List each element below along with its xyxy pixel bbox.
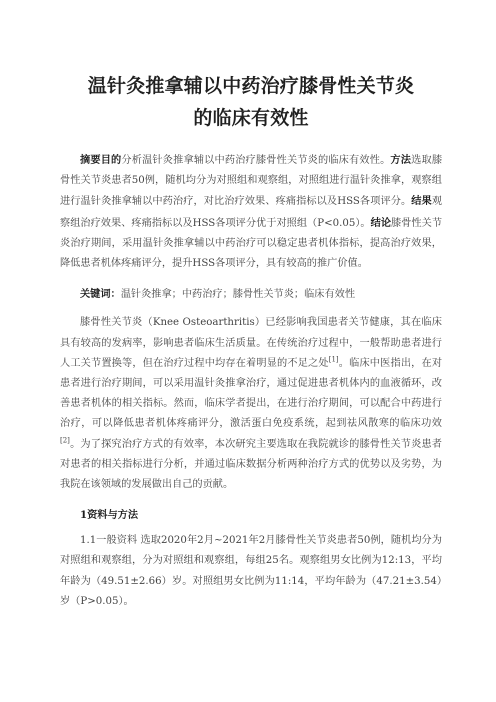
abstract-label: 摘要目的 xyxy=(80,154,122,166)
title-line-2: 的临床有效性 xyxy=(193,107,309,129)
method-label: 方法 xyxy=(390,154,412,166)
intro-text-b: 。临床中医指出，在对患者进行治疗期间，可以采用温针灸推拿治疗，通过促进患者机体内的血液循环，改善患者机体的相关指标。然而，临床学者提出，在进行治疗期间，可以配合中药进行治疗，可以降低患者机体疼痛评分，激活蛋白免疫系统，起到祛风散寒的临床功效 xyxy=(60,357,443,430)
conclusion-label: 结论 xyxy=(370,216,392,229)
result-label: 结果 xyxy=(411,195,432,208)
abstract-conclusion-text: 膝骨性关节炎治疗期间，采用温针灸推拿辅以中药治疗可以稳定患者机体指标，提高治疗效果，降低患者机体疼痛评分，提升HSS各项评分，具有较高的推广价值。 xyxy=(60,217,443,270)
abstract-purpose-text: 分析温针灸推拿辅以中药治疗膝骨性关节炎的临床有效性。 xyxy=(121,155,391,166)
section-heading: 1资料与方法 xyxy=(80,509,139,522)
title-line-1: 温针灸推拿辅以中药治疗膝骨性关节炎 xyxy=(87,75,415,97)
paper-title xyxy=(60,70,442,134)
abstract-result-text: 观察组治疗效果、疼痛指标以及HSS各项评分优于对照组（P<0.05）。 xyxy=(60,196,443,229)
keywords-text: 温针灸推拿；中药治疗；膝骨性关节炎；临床有效性 xyxy=(120,289,356,301)
general-data-paragraph: 1.1一般资料 选取2020年2月~2021年2月膝骨性关节炎患者50例，随机均分为对照组和观察组，分为对照组和观察组，每组25名。观察组男女比例为12:13，平均年龄为（49.51±2.66）岁。对照组男女比例为11:14，平均年龄为（47.21±3.54）岁（P>0.05）。 xyxy=(60,535,442,607)
intro-paragraph xyxy=(60,313,442,495)
intro-text-c: 。为了探究治疗方式的有效率，本次研究主要选取在我院就诊的膝骨性关节炎患者对患者的相关指标进行分析，并通过临床数据分析两种治疗方式的优势以及劣势，为我院在该领域的发展做出自己的贡献。 xyxy=(60,438,442,491)
abstract-method-text: 选取膝骨性关节炎患者50例，随机均分为对照组和观察组，对照组进行温针灸推拿，观察组进行温针灸推拿辅以中药治疗，对比治疗效果、疼痛指标以及HSS各项评分。 xyxy=(60,155,443,208)
intro-text-a: 膝骨性关节炎（Knee Osteoarthritis）已经影响我国患者关节健康，其在临床具有较高的发病率，影响患者临床生活质量。在传统治疗过程中，一般帮助患者进行人工关节置换等，但在治疗过程中均存在着明显的不足之处 xyxy=(60,317,442,369)
citation-ref-2[interactable]: [2] xyxy=(60,436,70,445)
citation-ref-1[interactable]: [1] xyxy=(328,355,339,364)
keywords-paragraph xyxy=(60,284,442,305)
abstract-paragraph xyxy=(60,150,442,274)
keywords-label: 关键词： xyxy=(80,288,121,301)
